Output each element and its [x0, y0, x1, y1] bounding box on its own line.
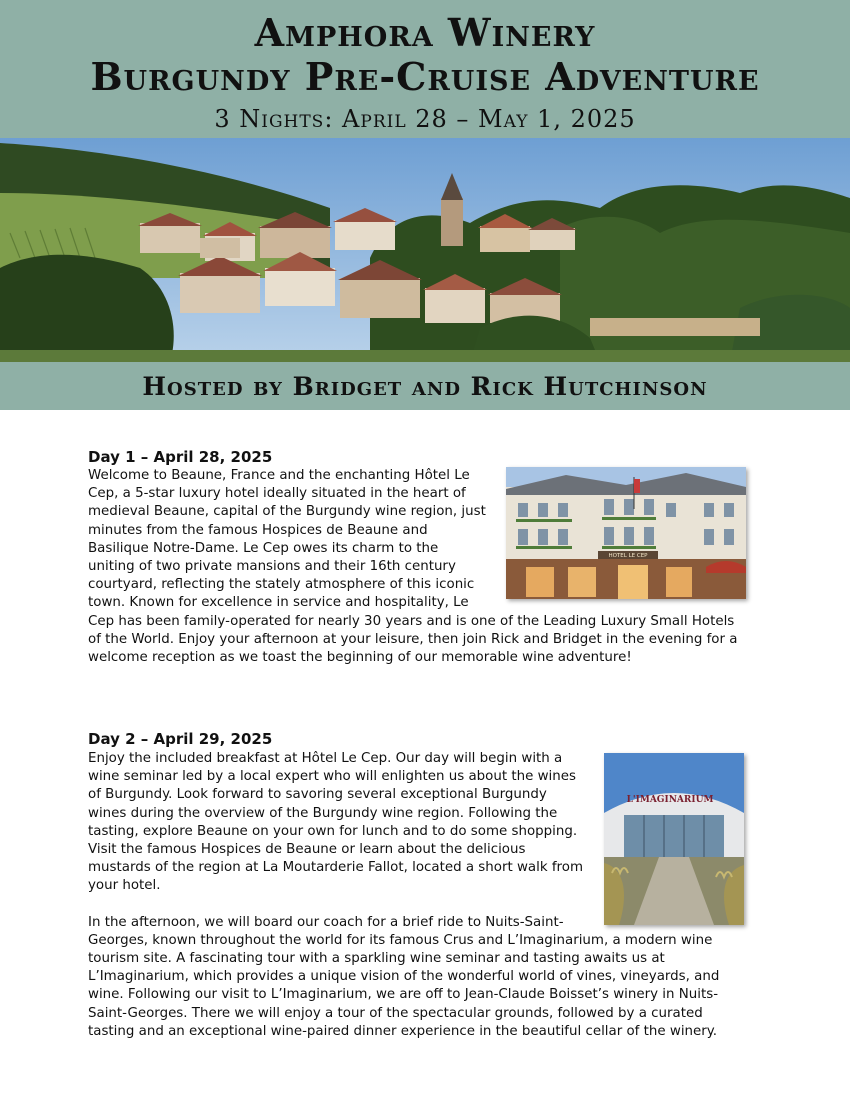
title-dates: 3 Nights: April 28 – May 1, 2025 — [214, 105, 636, 133]
day2-text-2: In the afternoon, we will board our coach for a brief ride to Nuits-Saint-Georges, known throughout the world for its famous Crus and L’Imaginarium, a modern wine tourism site. A fascinating tour with a sparkling wine seminar and tasting awaits us at L’Imaginarium, which provides a unique vision of the wonderful world of vines, vineyards, and wine. Following our visit to L’Imaginarium, we are off to Jean-Claude Boisset’s winery in Nuits-Saint-Georges. There we will enjoy a tour of the spectacular grounds, followed by a curated tasting and an exceptional wine-paired dinner experience in the beautiful cellar of the winery. — [88, 914, 720, 1039]
title-adventure: Burgundy Pre-Cruise Adventure — [90, 54, 760, 99]
day2-text-1: Enjoy the included breakfast at Hôtel Le Cep. Our day will begin with a wine seminar led by a local expert who will enlighten us about the wines of Burgundy. Look forward to savoring several exceptional Burgundy wines during the overview of the Burgundy wine region. Following the tasting, explore Beaune on your own for lunch and to do some shopping. Visit the famous Hospices de Beaune or learn about the delicious mustards of the region at La Moutarderie Fallot, located a short walk from your hotel. — [88, 751, 584, 894]
day2-heading: Day 2 – April 29, 2025 — [88, 730, 273, 748]
village-photo — [0, 138, 850, 362]
imaginarium-photo — [604, 753, 744, 925]
hotel-sign: HOTEL LE CEP — [608, 553, 648, 559]
day1-body — [88, 467, 750, 667]
title-winery: Amphora Winery — [254, 10, 596, 55]
hotel-photo — [506, 467, 746, 599]
day2-body — [88, 750, 744, 1041]
header-band — [0, 0, 850, 138]
host-band — [0, 362, 850, 410]
day1-text: Welcome to Beaune, France and the enchanting Hôtel Le Cep, a 5-star luxury hotel ideally situated in the heart of medieval Beaune, capital of the Burgundy wine region, just minutes from the famous Hospices de Beaune and Basilique Notre-Dame. Le Cep owes its charm to the uniting of two private mansions and their 16th century courtyard, reflecting the stately atmosphere of this iconic town. Known for excellence in service and hospitality, Le Cep has been family-operated for nearly 30 years and is one of the Leading Luxury Small Hotels of the World. Enjoy your afternoon at your leisure, then join Rick and Bridget in the evening for a welcome reception as we toast the beginning of our memorable wine adventure! — [88, 468, 738, 666]
hosts-line: Hosted by Bridget and Rick Hutchinson — [142, 372, 708, 401]
day1-heading: Day 1 – April 28, 2025 — [88, 448, 273, 466]
imaginarium-sign: L'IMAGINARIUM — [626, 795, 714, 805]
